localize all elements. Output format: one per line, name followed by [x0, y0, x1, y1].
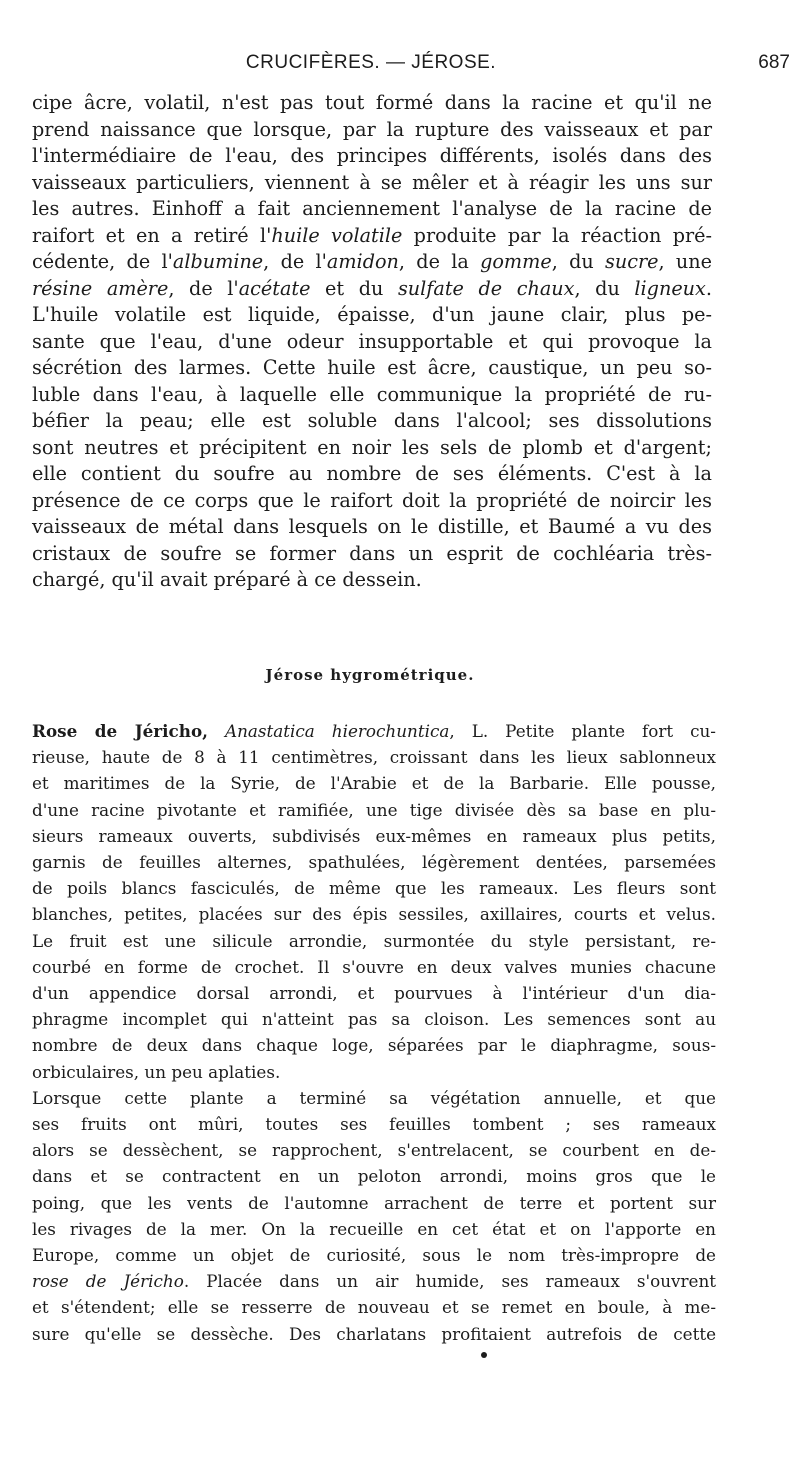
text-line: Le fruit est une silicule arrondie, surmontée du style persistant, re- — [32, 930, 716, 951]
text-line: courbé en forme de crochet. Il s'ouvre en deux valves munies chacune — [32, 956, 716, 977]
text-line: nombre de deux dans chaque loge, séparées par le diaphragme, sous- — [32, 1035, 716, 1056]
text-line: raifort et en a retiré l'huile volatile produite par la réaction pré- — [32, 223, 713, 247]
text-line: poing, que les vents de l'automne arrachent de terre et portent sur — [32, 1192, 716, 1213]
text-line: dans et se contractent en un peloton arrondi, moins gros que le — [32, 1166, 716, 1187]
text-line: et s'étendent; elle se resserre de nouveau et se remet en boule, à me- — [32, 1297, 716, 1318]
text-line: chargé, qu'il avait préparé à ce dessein. — [32, 568, 422, 591]
text-line: Rose de Jéricho, Anastatica hierochuntica, L. Petite plante fort cu- — [32, 721, 716, 741]
text-line: cipe âcre, volatil, n'est pas tout formé dans la racine et qu'il ne — [32, 91, 712, 114]
text-line: les rivages de la mer. On la recueille en cet état et on l'apporte en — [32, 1218, 716, 1239]
text-line: sieurs rameaux ouverts, subdivisés eux-mêmes en rameaux plus petits, — [32, 825, 716, 846]
printer-dot-mark — [481, 1352, 487, 1358]
text-line: sécrétion des larmes. Cette huile est âcre, caustique, un peu so- — [32, 356, 712, 379]
text-line: béfier la peau; elle est soluble dans l'alcool; ses dissolutions — [32, 409, 712, 432]
text-line: présence de ce corps que le raifort doit la propriété de noircir les — [32, 488, 712, 512]
section-heading: Jérose hygrométrique. — [265, 666, 475, 684]
text-line: résine amère, de l'acétate et du sulfate de chaux, du ligneux. — [32, 276, 712, 300]
text-line: elle contient du soufre au nombre de ses éléments. C'est à la — [32, 462, 712, 485]
text-line: blanches, petites, placées sur des épis sessiles, axillaires, courts et velus. — [32, 904, 716, 925]
paragraph-horseradish — [32, 90, 712, 594]
text-line: l'intermédiaire de l'eau, des principes différents, isolés dans des — [32, 144, 712, 167]
text-line: prend naissance que lorsque, par la rupture des vaisseaux et par — [32, 117, 712, 141]
text-line: rieuse, haute de 8 à 11 centimètres, croissant dans les lieux sablonneux — [32, 747, 716, 768]
text-line: cristaux de soufre se former dans un esprit de cochléaria très- — [32, 541, 712, 565]
paragraph-rose-de-jericho — [32, 718, 716, 1347]
text-line: d'une racine pivotante et ramifiée, une tige divisée dès sa base en plu- — [32, 799, 716, 820]
text-line: Europe, comme un objet de curiosité, sous le nom très-impropre de — [32, 1245, 716, 1266]
text-line: ses fruits ont mûri, toutes ses feuilles tombent ; ses rameaux — [32, 1114, 716, 1135]
text-line: sante que l'eau, d'une odeur insupportable et qui provoque la — [32, 329, 712, 353]
text-line: sont neutres et précipitent en noir les sels de plomb et d'argent; — [32, 435, 712, 459]
text-line: garnis de feuilles alternes, spathulées, légèrement dentées, parsemées — [32, 852, 716, 873]
text-line: rose de Jéricho. Placée dans un air humide, ses rameaux s'ouvrent — [32, 1271, 716, 1292]
text-line: vaisseaux de métal dans lesquels on le distille, et Baumé a vu des — [32, 515, 712, 538]
text-line: luble dans l'eau, à laquelle elle communique la propriété de ru- — [32, 382, 712, 406]
text-line: et maritimes de la Syrie, de l'Arabie et de la Barbarie. Elle pousse, — [32, 773, 716, 794]
page-number: 687 — [758, 52, 790, 73]
running-header — [30, 52, 790, 82]
text-line: cédente, de l'albumine, de l'amidon, de la gomme, du sucre, une — [32, 250, 712, 273]
text-line: orbiculaires, un peu aplaties. — [32, 1061, 281, 1082]
header-title: CRUCIFÈRES. — JÉROSE. — [245, 52, 497, 73]
text-line: alors se dessèchent, se rapprochent, s'entrelacent, se courbent en de- — [32, 1140, 716, 1161]
text-line: les autres. Einhoff a fait anciennement l'analyse de la racine de — [32, 197, 712, 220]
text-line: Lorsque cette plante a terminé sa végétation annuelle, et que — [32, 1087, 716, 1108]
text-line: vaisseaux particuliers, viennent à se mêler et à réagir les uns sur — [32, 170, 712, 194]
text-line: de poils blancs fasciculés, de même que les rameaux. Les fleurs sont — [32, 878, 716, 899]
text-line: sure qu'elle se dessèche. Des charlatans profitaient autrefois de cette — [32, 1323, 716, 1344]
text-line: L'huile volatile est liquide, épaisse, d'un jaune clair, plus pe- — [32, 303, 712, 326]
text-line: d'un appendice dorsal arrondi, et pourvues à l'intérieur d'un dia- — [32, 983, 716, 1004]
text-line: phragme incomplet qui n'atteint pas sa cloison. Les semences sont au — [32, 1009, 716, 1030]
